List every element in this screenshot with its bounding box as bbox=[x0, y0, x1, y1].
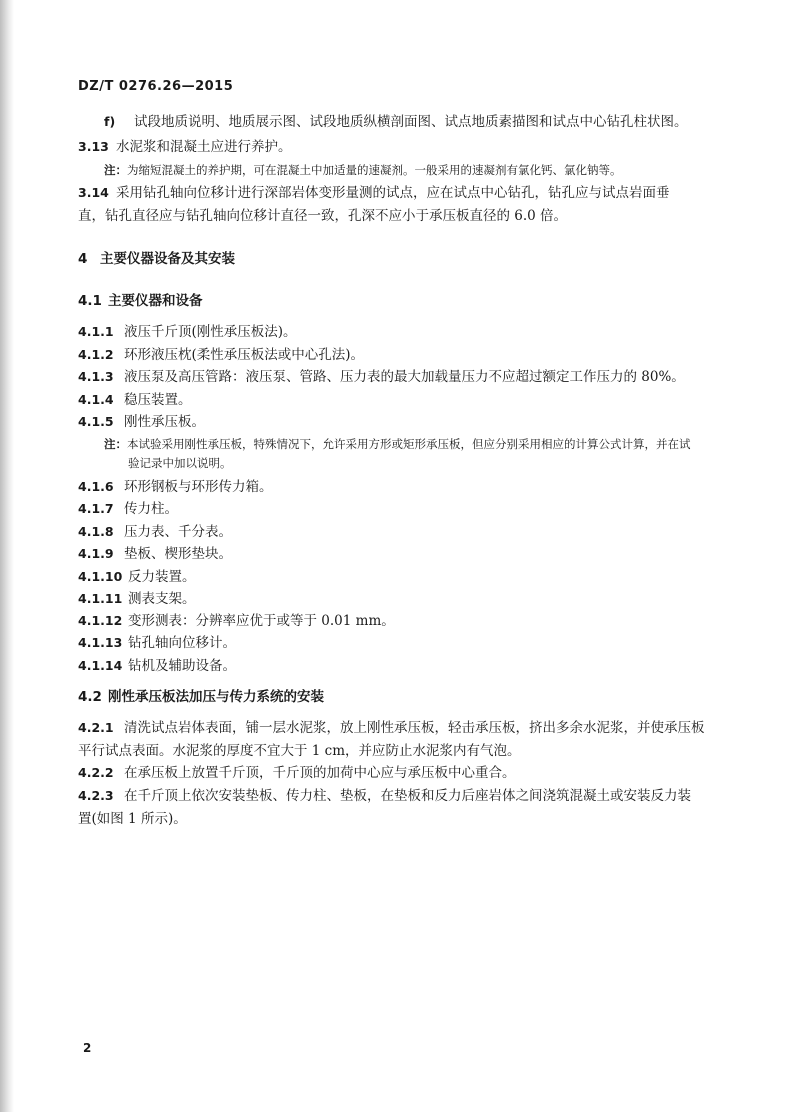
clause-4-1-13 bbox=[78, 637, 236, 651]
clause-4-1-12 bbox=[78, 615, 395, 629]
clause-number: 4.1.5 bbox=[78, 414, 114, 429]
clause-text: 传力柱。 bbox=[124, 501, 178, 517]
clause-number: 3.13 bbox=[78, 139, 109, 154]
item-text: 试段地质说明、地质展示图、试段地质纵横剖面图、试点地质素描图和试点中心钻孔柱状图。 bbox=[134, 114, 688, 130]
subsection-heading-4-2 bbox=[78, 691, 324, 705]
clause-4-2-3 bbox=[78, 790, 691, 804]
clause-text: 测表支架。 bbox=[128, 591, 196, 607]
section-number: 4 bbox=[78, 251, 88, 267]
clause-number: 4.1.2 bbox=[78, 347, 114, 362]
clause-4-1-11 bbox=[78, 593, 196, 607]
clause-4-1-5 bbox=[78, 416, 205, 430]
clause-text: 环形液压枕(柔性承压板法或中心孔法)。 bbox=[124, 347, 365, 363]
clause-text: 反力装置。 bbox=[128, 569, 196, 585]
clause-4-1-8 bbox=[78, 526, 232, 540]
clause-number: 4.1.10 bbox=[78, 569, 123, 584]
clause-number: 4.1.9 bbox=[78, 546, 114, 561]
clause-4-1-7 bbox=[78, 503, 178, 517]
clause-text: 清洗试点岩体表面，铺一层水泥浆，放上刚性承压板，轻击承压板，挤出多余水泥浆，并使承压板 bbox=[124, 720, 705, 736]
subsection-number: 4.2 bbox=[78, 689, 102, 705]
clause-text: 稳压装置。 bbox=[124, 392, 192, 408]
clause-4-1-3 bbox=[78, 371, 685, 385]
clause-text: 钻孔轴向位移计。 bbox=[128, 635, 236, 651]
note-label: 注： bbox=[104, 437, 127, 451]
clause-number: 4.1.8 bbox=[78, 524, 114, 539]
scan-edge-shadow bbox=[0, 0, 14, 1112]
clause-text: 钻机及辅助设备。 bbox=[128, 658, 236, 674]
standard-code-header: DZ/T 0276.26—2015 bbox=[78, 79, 234, 94]
clause-text: 在千斤顶上依次安装垫板、传力柱、垫板，在垫板和反力后座岩体之间浇筑混凝土或安装反力装 bbox=[124, 788, 691, 804]
page-number: 2 bbox=[83, 1041, 92, 1055]
clause-4-1-6 bbox=[78, 481, 273, 495]
subsection-heading-4-1 bbox=[78, 295, 203, 309]
clause-text: 压力表、千分表。 bbox=[124, 524, 232, 540]
clause-number: 4.1.7 bbox=[78, 501, 114, 516]
clause-4-2-3-continuation: 置(如图 1 所示)。 bbox=[78, 811, 187, 827]
clause-4-2-1 bbox=[78, 722, 705, 736]
item-number: f) bbox=[104, 114, 116, 129]
clause-number: 4.1.6 bbox=[78, 479, 114, 494]
clause-3-14-continuation: 直，钻孔直径应与钻孔轴向位移计直径一致，孔深不应小于承压板直径的 6.0 倍。 bbox=[78, 208, 568, 224]
subsection-number: 4.1 bbox=[78, 293, 102, 309]
clause-4-1-1 bbox=[78, 326, 297, 340]
subsection-title: 刚性承压板法加压与传力系统的安装 bbox=[108, 689, 324, 705]
clause-number: 4.1.4 bbox=[78, 392, 114, 407]
clause-text: 变形测表：分辨率应优于或等于 0.01 mm。 bbox=[128, 613, 395, 629]
clause-4-1-14 bbox=[78, 660, 236, 674]
clause-number: 4.1.14 bbox=[78, 658, 123, 673]
clause-text: 垫板、楔形垫块。 bbox=[124, 546, 232, 562]
clause-4-1-9 bbox=[78, 548, 232, 562]
clause-3-13 bbox=[78, 141, 292, 155]
list-item-f bbox=[104, 116, 688, 130]
clause-number: 4.1.11 bbox=[78, 591, 123, 606]
subsection-title: 主要仪器和设备 bbox=[108, 293, 203, 309]
clause-number: 4.1.13 bbox=[78, 635, 123, 650]
clause-4-2-1-continuation: 平行试点表面。水泥浆的厚度不宜大于 1 cm，并应防止水泥浆内有气泡。 bbox=[78, 743, 521, 759]
clause-number: 3.14 bbox=[78, 185, 109, 200]
clause-text: 在承压板上放置千斤顶，千斤顶的加荷中心应与承压板中心重合。 bbox=[124, 765, 516, 781]
note-setting-accelerator bbox=[104, 165, 622, 177]
section-heading-4 bbox=[78, 253, 235, 267]
clause-number: 4.1.1 bbox=[78, 324, 114, 339]
note-bearing-plate bbox=[104, 439, 691, 451]
clause-text: 液压泵及高压管路：液压泵、管路、压力表的最大加载量压力不应超过额定工作压力的 80%。 bbox=[124, 369, 685, 385]
clause-4-1-4 bbox=[78, 394, 192, 408]
clause-number: 4.1.12 bbox=[78, 613, 123, 628]
clause-4-1-2 bbox=[78, 349, 364, 363]
clause-number: 4.1.3 bbox=[78, 369, 114, 384]
note-bearing-plate-continuation: 验记录中加以说明。 bbox=[128, 456, 232, 470]
clause-number: 4.2.1 bbox=[78, 720, 114, 735]
clause-3-14 bbox=[78, 187, 670, 201]
clause-text: 环形钢板与环形传力箱。 bbox=[124, 479, 273, 495]
clause-number: 4.2.2 bbox=[78, 765, 114, 780]
clause-text: 液压千斤顶(刚性承压板法)。 bbox=[124, 324, 297, 340]
clause-text: 刚性承压板。 bbox=[124, 414, 205, 430]
section-title: 主要仪器设备及其安装 bbox=[100, 251, 235, 267]
clause-number: 4.2.3 bbox=[78, 788, 114, 803]
clause-4-1-10 bbox=[78, 571, 196, 585]
clause-text: 采用钻孔轴向位移计进行深部岩体变形量测的试点，应在试点中心钻孔，钻孔应与试点岩面垂 bbox=[116, 185, 670, 201]
clause-4-2-2 bbox=[78, 767, 516, 781]
clause-text: 水泥浆和混凝土应进行养护。 bbox=[116, 139, 292, 155]
note-label: 注： bbox=[104, 163, 127, 177]
note-text: 为缩短混凝土的养护期，可在混凝土中加适量的速凝剂。一般采用的速凝剂有氯化钙、氯化钠等。 bbox=[127, 163, 622, 177]
note-text: 本试验采用刚性承压板，特殊情况下，允许采用方形或矩形承压板，但应分别采用相应的计算公式计算，并在试 bbox=[127, 437, 691, 451]
